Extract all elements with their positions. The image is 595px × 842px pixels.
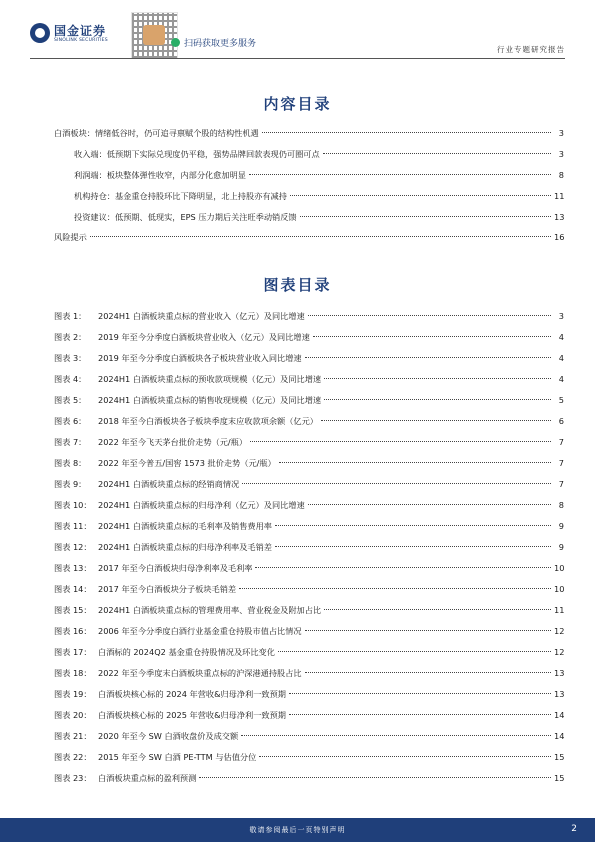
- page-number: 2: [571, 824, 577, 834]
- dot-leader: [259, 756, 551, 757]
- figure-entry-page: 8: [558, 500, 564, 510]
- dot-leader: [300, 216, 551, 217]
- dot-leader: [278, 651, 551, 652]
- toc-entry-text: 风险提示: [54, 232, 87, 242]
- figure-entry-page: 10: [554, 584, 565, 594]
- figure-entry-page: 15: [554, 773, 565, 783]
- figure-entry[interactable]: [54, 310, 564, 322]
- figure-entry[interactable]: [54, 772, 564, 784]
- figure-entry[interactable]: [54, 604, 564, 616]
- figure-entry[interactable]: [54, 583, 564, 595]
- dot-leader: [324, 609, 551, 610]
- figure-entry-page: 7: [558, 479, 564, 489]
- figure-entry-page: 14: [554, 710, 565, 720]
- figure-number: 图表 14：: [54, 584, 92, 594]
- figure-entry-text: 白酒板块核心标的 2024 年营收&归母净利一致预期: [98, 689, 286, 699]
- figure-number: 图表 21：: [54, 731, 92, 741]
- toc-entry-text: 收入端：低预期下实际兑现度仍平稳，强势品牌回款表现仍可圈可点: [74, 149, 320, 159]
- figure-number: 图表 9：: [54, 479, 87, 489]
- figure-number: 图表 4：: [54, 374, 87, 384]
- toc-entry[interactable]: [74, 211, 564, 223]
- figure-entry[interactable]: [54, 709, 564, 721]
- figure-entry-text: 白酒板块重点标的盈利预测: [98, 773, 197, 783]
- figure-entry-text: 2020 年至今 SW 白酒收盘价及成交额: [98, 731, 239, 741]
- figure-entry-text: 2024H1 白酒板块重点标的归母净利（亿元）及同比增速: [98, 500, 305, 510]
- figure-entry-text: 2015 年至今 SW 白酒 PE-TTM 与估值分位: [98, 752, 257, 762]
- figure-number: 图表 2：: [54, 332, 87, 342]
- figure-number: 图表 18：: [54, 668, 92, 678]
- figure-entry[interactable]: [54, 331, 564, 343]
- toc-entry-text: 白酒板块：情绪低谷时，仍可追寻禀赋个股的结构性机遇: [54, 128, 259, 138]
- figure-number: 图表 16：: [54, 626, 92, 636]
- figure-entry-text: 2024H1 白酒板块重点标的归母净利率及毛销差: [98, 542, 272, 552]
- dot-leader: [321, 420, 551, 421]
- figures-title: 图表目录: [263, 276, 332, 294]
- dot-leader: [249, 174, 551, 175]
- dot-leader: [305, 630, 551, 631]
- dot-leader: [275, 546, 551, 547]
- dot-leader: [262, 132, 551, 133]
- figure-entry-text: 2024H1 白酒板块重点标的毛利率及销售费用率: [98, 521, 272, 531]
- dot-leader: [275, 525, 551, 526]
- figure-entry-text: 2024H1 白酒板块重点标的经销商情况: [98, 479, 240, 489]
- figure-entry-text: 2024H1 白酒板块重点标的销售收现规模（亿元）及同比增速: [98, 395, 322, 405]
- footer-disclaimer: 敬请参阅最后一页特别声明: [249, 826, 346, 834]
- figure-entry[interactable]: [54, 730, 564, 742]
- qr-code-center-logo: [143, 25, 165, 45]
- figure-entry[interactable]: [54, 751, 564, 763]
- figure-entry-text: 白酒标的 2024Q2 基金重仓持股情况及环比变化: [98, 647, 275, 657]
- toc-entry[interactable]: [74, 190, 564, 202]
- figure-entry-page: 3: [558, 311, 564, 321]
- figure-number: 图表 12：: [54, 542, 92, 552]
- figure-entry-page: 4: [558, 332, 564, 342]
- toc-entry-page: 3: [558, 149, 564, 159]
- figure-entry-text: 2006 年至今分季度白酒行业基金重仓持股市值占比情况: [98, 626, 302, 636]
- figure-entry[interactable]: [54, 541, 564, 553]
- figure-entry-page: 11: [554, 605, 565, 615]
- figure-entry-page: 15: [554, 752, 565, 762]
- qr-caption: 扫码获取更多服务: [184, 39, 257, 49]
- dot-leader: [290, 195, 551, 196]
- figure-entry-text: 2022 年至今季度末白酒板块重点标的沪深港通持股占比: [98, 668, 302, 678]
- figure-number: 图表 8：: [54, 458, 87, 468]
- contents-title: 内容目录: [263, 95, 332, 113]
- figure-entry[interactable]: [54, 478, 564, 490]
- toc-entry[interactable]: [74, 148, 564, 160]
- figure-entry-page: 12: [554, 626, 565, 636]
- figure-entry-page: 13: [554, 689, 565, 699]
- logo-name-cn: 国金证券: [54, 24, 107, 38]
- figure-entry-page: 9: [558, 542, 564, 552]
- figure-entry-page: 4: [558, 353, 564, 363]
- dot-leader: [250, 441, 551, 442]
- figure-number: 图表 22：: [54, 752, 92, 762]
- report-type-label: 行业专题研究报告: [497, 45, 565, 54]
- toc-entry[interactable]: [54, 127, 564, 139]
- toc-entry-page: 11: [554, 191, 565, 201]
- figure-number: 图表 6：: [54, 416, 87, 426]
- figure-entry-text: 2017 年至今白酒板块分子板块毛销差: [98, 584, 237, 594]
- figure-entry-page: 7: [558, 437, 564, 447]
- toc-entry-text: 利润端：板块整体弹性收窄，内部分化愈加明显: [74, 170, 246, 180]
- figure-number: 图表 11：: [54, 521, 92, 531]
- figure-number: 图表 5：: [54, 395, 87, 405]
- dot-leader: [289, 714, 551, 715]
- dot-leader: [324, 378, 551, 379]
- dot-leader: [239, 588, 551, 589]
- figure-entry[interactable]: [54, 625, 564, 637]
- figure-number: 图表 3：: [54, 353, 87, 363]
- dot-leader: [279, 462, 551, 463]
- figure-entry-text: 2022 年至今普五/国窖 1573 批价走势（元/瓶）: [98, 458, 276, 468]
- figure-entry[interactable]: [54, 436, 564, 448]
- figure-entry[interactable]: [54, 667, 564, 679]
- dot-leader: [324, 399, 551, 400]
- page-footer: [0, 818, 595, 842]
- figure-entry[interactable]: [54, 457, 564, 469]
- toc-entry-page: 16: [554, 232, 565, 242]
- figure-entry-text: 2022 年至今飞天茅台批价走势（元/瓶）: [98, 437, 248, 447]
- dot-leader: [241, 735, 551, 736]
- figure-entry-page: 9: [558, 521, 564, 531]
- logo-name-en: SINOLINK SECURITIES: [54, 38, 108, 43]
- wechat-icon: [171, 38, 180, 47]
- figure-entry[interactable]: [54, 520, 564, 532]
- figure-entry-text: 2018 年至今白酒板块各子板块季度末应收款项余额（亿元）: [98, 416, 318, 426]
- dot-leader: [305, 672, 551, 673]
- figure-entry-page: 5: [558, 395, 564, 405]
- figure-entry-text: 2024H1 白酒板块重点标的预收款项规模（亿元）及同比增速: [98, 374, 322, 384]
- figure-entry[interactable]: [54, 352, 564, 364]
- toc-entry[interactable]: [54, 231, 564, 243]
- figure-entry[interactable]: [54, 415, 564, 427]
- figure-entry-page: 13: [554, 668, 565, 678]
- toc-entry-page: 8: [558, 170, 564, 180]
- figure-number: 图表 20：: [54, 710, 92, 720]
- figure-entry-page: 14: [554, 731, 565, 741]
- toc-entry[interactable]: [74, 169, 564, 181]
- figure-entry[interactable]: [54, 646, 564, 658]
- figure-number: 图表 19：: [54, 689, 92, 699]
- figure-entry-page: 6: [558, 416, 564, 426]
- company-logo: [30, 20, 130, 48]
- figure-entry-page: 4: [558, 374, 564, 384]
- figure-entry-page: 7: [558, 458, 564, 468]
- figure-entry-page: 12: [554, 647, 565, 657]
- dot-leader: [199, 777, 551, 778]
- figure-entry[interactable]: [54, 499, 564, 511]
- dot-leader: [289, 693, 551, 694]
- toc-entry-text: 机构持仓：基金重仓持股环比下降明显，北上持股亦有减持: [74, 191, 287, 201]
- figure-number: 图表 13：: [54, 563, 92, 573]
- figure-number: 图表 10：: [54, 500, 92, 510]
- figure-number: 图表 7：: [54, 437, 87, 447]
- dot-leader: [323, 153, 551, 154]
- dot-leader: [308, 315, 551, 316]
- figure-entry-text: 2024H1 白酒板块重点标的管理费用率、营业税金及附加占比: [98, 605, 322, 615]
- figure-entry-text: 2019 年至今分季度白酒板块营业收入（亿元）及同比增速: [98, 332, 310, 342]
- figure-entry[interactable]: [54, 688, 564, 700]
- figure-entry[interactable]: [54, 394, 564, 406]
- figure-number: 图表 1：: [54, 311, 87, 321]
- figure-number: 图表 23：: [54, 773, 92, 783]
- figure-entry-text: 白酒板块核心标的 2025 年营收&归母净利一致预期: [98, 710, 286, 720]
- figure-entry[interactable]: [54, 373, 564, 385]
- dot-leader: [255, 567, 551, 568]
- dot-leader: [305, 357, 551, 358]
- figure-entry[interactable]: [54, 562, 564, 574]
- header-divider: [30, 58, 565, 59]
- dot-leader: [90, 236, 551, 237]
- figure-entry-text: 2019 年至今分季度白酒板块各子板块营业收入同比增速: [98, 353, 302, 363]
- page-header: [0, 0, 595, 64]
- toc-entry-text: 投资建议：低预期、低现实，EPS 压力期后关注旺季动销反馈: [74, 212, 297, 222]
- toc-entry-page: 3: [558, 128, 564, 138]
- figure-number: 图表 17：: [54, 647, 92, 657]
- logo-icon: [30, 23, 50, 43]
- figure-entry-text: 2017 年至今白酒板块归母净利率及毛利率: [98, 563, 253, 573]
- figure-entry-text: 2024H1 白酒板块重点标的营业收入（亿元）及同比增速: [98, 311, 305, 321]
- figure-entry-page: 10: [554, 563, 565, 573]
- toc-entry-page: 13: [554, 212, 565, 222]
- figure-number: 图表 15：: [54, 605, 92, 615]
- dot-leader: [308, 504, 551, 505]
- dot-leader: [313, 336, 551, 337]
- dot-leader: [242, 483, 551, 484]
